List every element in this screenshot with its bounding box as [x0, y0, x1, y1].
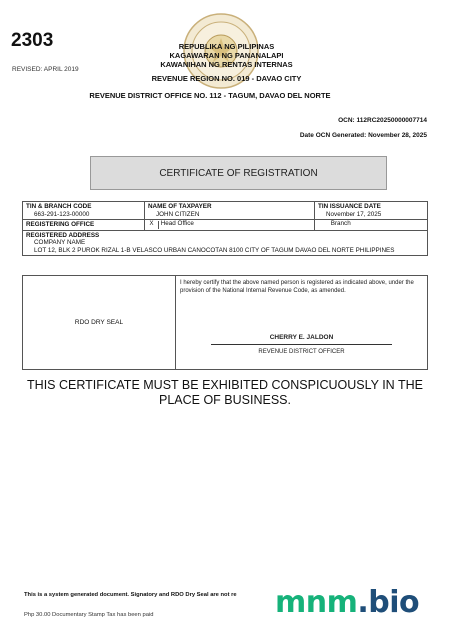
header-bureau: KAWANIHAN NG RENTAS INTERNAS: [160, 60, 293, 69]
ocn-date: Date OCN Generated: November 28, 2025: [299, 132, 427, 139]
registered-address-label: REGISTERED ADDRESS: [26, 231, 100, 239]
head-office-cell: [145, 220, 315, 231]
tin-value: 663-291-123-00000: [34, 210, 90, 218]
issuance-date-label: TIN ISSUANCE DATE: [318, 203, 381, 210]
registered-address-value: LOT 12, BLK 2 PUROK RIZAL 1-B VELASCO URBAN CANOCOTAN 8100 CITY OF TAGUM DAVAO DEL NORTE PHILIPPINES: [34, 246, 395, 254]
certificate-title-box: [90, 156, 387, 190]
branch-label: Branch: [330, 220, 351, 227]
issuance-date-value: November 17, 2025: [326, 210, 382, 218]
rdo-dry-seal-label: RDO DRY SEAL: [74, 319, 124, 326]
taxpayer-name-value: JOHN CITIZEN: [156, 210, 200, 218]
taxpayer-name-label: NAME OF TAXPAYER: [148, 203, 212, 210]
company-name: COMPANY NAME: [34, 239, 86, 246]
header-republic: REPUBLIKA NG PILIPINAS: [178, 42, 275, 51]
certificate-title: CERTIFICATE OF REGISTRATION: [159, 167, 318, 179]
header-region: REVENUE REGION NO. 019 - DAVAO CITY: [151, 74, 302, 83]
head-office-checkbox: X: [145, 221, 159, 229]
signatory-name: CHERRY E. JALDON: [269, 334, 334, 341]
registered-address-cell: [23, 230, 428, 256]
system-generated-note: This is a system generated document. Signatory and RDO Dry Seal are not re: [24, 592, 237, 598]
tin-cell: [23, 202, 145, 220]
registering-office-label: REGISTERING OFFICE: [26, 221, 95, 228]
ocn-number: OCN: 112RC20250000007714: [338, 117, 427, 124]
issuance-date-cell: [315, 202, 428, 220]
certification-box: [22, 275, 428, 370]
revised-date: REVISED: APRIL 2019: [12, 66, 79, 73]
watermark-logo: [275, 585, 419, 620]
watermark-part-2: .bio: [357, 585, 420, 620]
header-district-office: REVENUE DISTRICT OFFICE NO. 112 - TAGUM, DAVAO DEL NORTE: [89, 91, 331, 100]
tin-label: TIN & BRANCH CODE: [26, 203, 92, 210]
certification-area: [176, 276, 427, 369]
signatory-title: REVENUE DISTRICT OFFICER: [258, 349, 345, 355]
documentary-stamp-note: Php 30.00 Documentary Stamp Tax has been paid: [24, 612, 154, 618]
dry-seal-area: [23, 276, 176, 369]
header-department: KAGAWARAN NG PANANALAPI: [169, 51, 284, 60]
registering-office-cell: [23, 220, 145, 231]
form-number: 2303: [11, 30, 54, 51]
signature-line: [211, 344, 392, 345]
head-office-label: Head Office: [160, 220, 194, 227]
taxpayer-name-cell: [145, 202, 315, 220]
watermark-part-1: mnm: [275, 585, 358, 620]
branch-cell: [315, 220, 428, 231]
exhibit-notice: THIS CERTIFICATE MUST BE EXHIBITED CONSPICUOUSLY IN THE PLACE OF BUSINESS.: [27, 378, 423, 407]
registration-info-table: [22, 201, 428, 256]
certification-text: I hereby certify that the above named person is registered as indicated above, under the provision of the National Internal Revenue Code, as amended.: [180, 280, 414, 294]
